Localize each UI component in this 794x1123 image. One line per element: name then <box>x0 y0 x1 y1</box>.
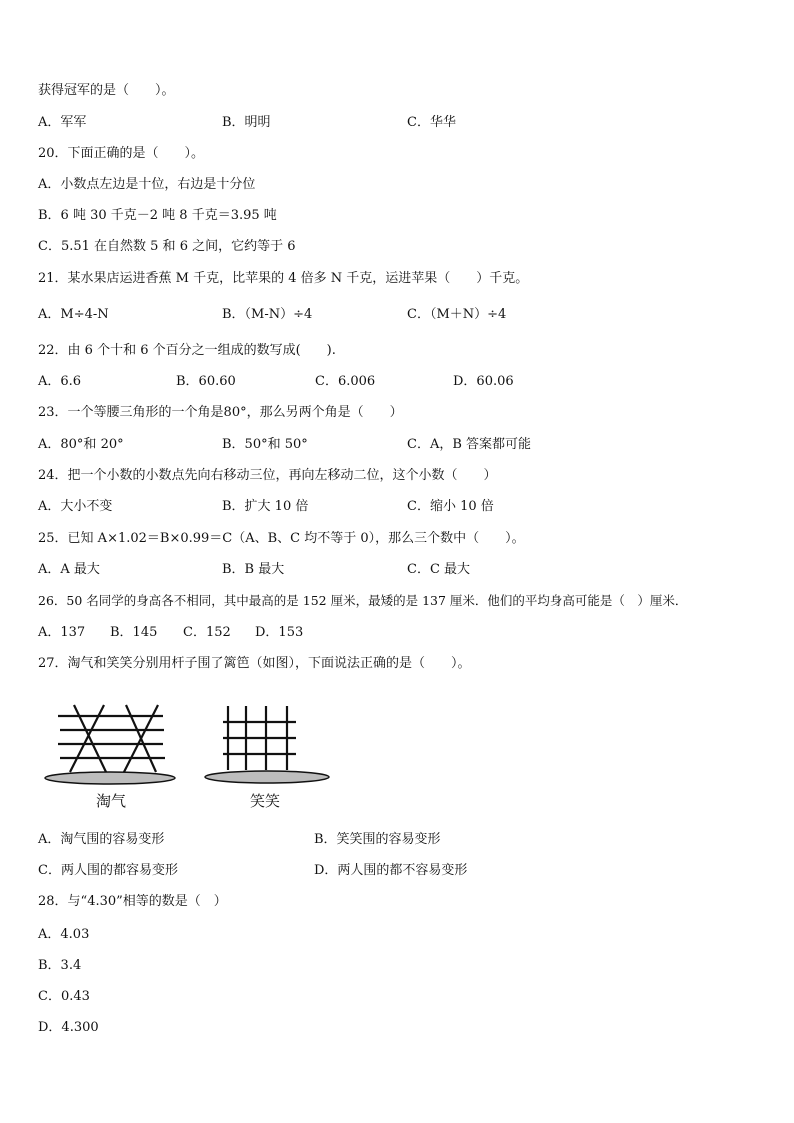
q27-option-b: B．笑笑围的容易变形 <box>314 832 441 847</box>
q20-option-b: B．6 吨 30 千克－2 吨 8 千克＝3.95 吨 <box>38 208 277 223</box>
q26-option-c: C．152 <box>183 625 231 640</box>
q20-option-a: A．小数点左边是十位，右边是十分位 <box>38 177 256 192</box>
q28-option-d: D．4.300 <box>38 1020 99 1035</box>
q19-option-c: C．华华 <box>407 115 456 130</box>
taoqi-ground <box>45 772 175 784</box>
q21-option-b: B．（M-N）÷4 <box>222 307 313 322</box>
q24-option-b: B．扩大 10 倍 <box>222 499 309 514</box>
q19-stem: 获得冠军的是（ ）。 <box>38 83 175 98</box>
q24-stem: 24．把一个小数的小数点先向右移动三位，再向左移动二位，这个小数（ ） <box>38 468 497 483</box>
q24-option-c: C．缩小 10 倍 <box>407 499 494 514</box>
q22-option-a: A．6.6 <box>38 374 82 389</box>
q22-option-c: C．6.006 <box>315 374 376 389</box>
q23-option-b: B．50°和 50° <box>222 437 308 452</box>
q23-option-c: C．A，B 答案都可能 <box>407 437 532 452</box>
fence-label-xiaoxiao: 笑笑 <box>250 792 281 810</box>
taoqi-fence <box>58 705 165 772</box>
q20-stem: 20．下面正确的是（ ）。 <box>38 146 205 161</box>
q22-stem: 22．由 6 个十和 6 个百分之一组成的数写成( ). <box>38 343 336 358</box>
q28-option-c: C．0.43 <box>38 989 90 1004</box>
q25-option-a: A．A 最大 <box>38 562 100 577</box>
q22-option-d: D．60.06 <box>453 374 514 389</box>
q28-stem: 28．与“4.30”相等的数是（ ） <box>38 894 227 909</box>
xiaoxiao-fence <box>223 706 296 770</box>
q20-option-c: C．5.51 在自然数 5 和 6 之间，它约等于 6 <box>38 239 296 254</box>
q21-option-c: C．（M＋N）÷4 <box>407 307 507 322</box>
fence-figure <box>38 700 338 815</box>
xiaoxiao-ground <box>205 771 329 783</box>
q26-option-a: A．137 <box>38 625 86 640</box>
q25-option-c: C．C 最大 <box>407 562 471 577</box>
q25-stem: 25．已知 A×1.02＝B×0.99＝C（A、B、C 均不等于 0），那么三个数中（ ）。 <box>38 531 525 546</box>
q23-stem: 23．一个等腰三角形的一个角是80°，那么另两个角是（ ） <box>38 405 403 420</box>
q27-option-c: C．两人围的都容易变形 <box>38 863 178 878</box>
q24-option-a: A．大小不变 <box>38 499 113 514</box>
q25-option-b: B．B 最大 <box>222 562 285 577</box>
q27-option-d: D．两人围的都不容易变形 <box>314 863 468 878</box>
q26-option-d: D．153 <box>255 625 304 640</box>
q26-option-b: B．145 <box>110 625 158 640</box>
fence-illustration <box>38 700 338 815</box>
q22-option-b: B．60.60 <box>176 374 236 389</box>
fence-label-taoqi: 淘气 <box>96 792 127 810</box>
q21-stem: 21．某水果店运进香蕉 M 千克，比苹果的 4 倍多 N 千克，运进苹果（ ）千克。 <box>38 271 529 286</box>
q23-option-a: A．80°和 20° <box>38 437 124 452</box>
q26-stem: 26．50 名同学的身高各不相同，其中最高的是 152 厘米，最矮的是 137 厘米．他们的平均身高可能是（ ）厘米． <box>38 593 688 608</box>
q28-option-a: A．4.03 <box>38 927 90 942</box>
q27-option-a: A．淘气围的容易变形 <box>38 832 165 847</box>
q21-option-a: A．M÷4-N <box>38 307 109 322</box>
q28-option-b: B．3.4 <box>38 958 82 973</box>
q19-option-b: B．明明 <box>222 115 271 130</box>
q19-option-a: A．军军 <box>38 115 87 130</box>
q27-stem: 27．淘气和笑笑分别用杆子围了篱笆（如图），下面说法正确的是（ ）。 <box>38 656 471 671</box>
